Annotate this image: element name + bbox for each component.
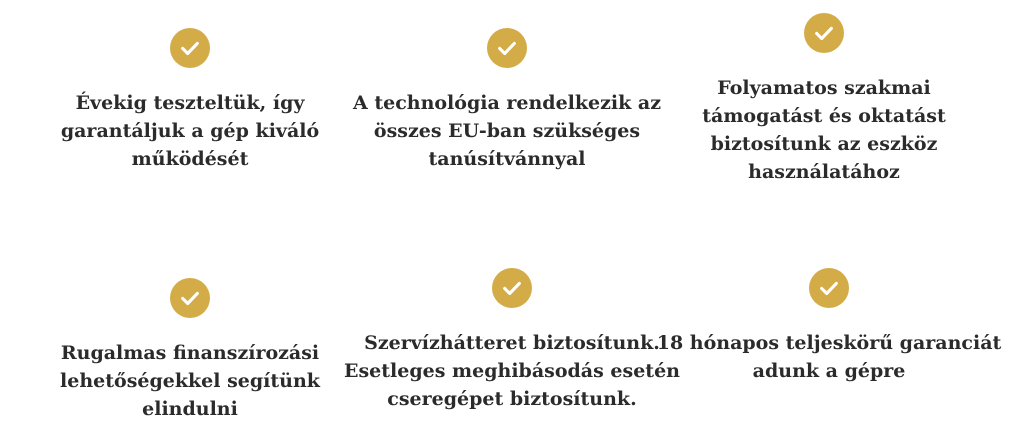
- feature-line: működését: [131, 148, 249, 170]
- feature-text-certificates: [353, 89, 661, 173]
- feature-line: elindulni: [142, 398, 238, 420]
- feature-text-warranty: [657, 329, 1002, 385]
- feature-line: cseregépet biztosítunk.: [387, 388, 637, 410]
- check-circle-icon: [809, 268, 849, 308]
- feature-line: Szervízhátteret biztosítunk.: [364, 332, 660, 354]
- feature-line: lehetőségekkel segítünk: [60, 370, 320, 392]
- feature-line: használatához: [748, 161, 900, 183]
- check-circle-icon: [804, 13, 844, 53]
- checkmark-icon: [179, 37, 201, 59]
- checkmark-icon: [501, 277, 523, 299]
- feature-line: 18 hónapos teljeskörű garanciát: [656, 332, 1002, 354]
- feature-text-support: [702, 74, 946, 186]
- checkmark-icon: [818, 277, 840, 299]
- feature-line: Évekig teszteltük, így: [75, 92, 305, 114]
- feature-line: Rugalmas finanszírozási: [60, 342, 320, 364]
- feature-line: A technológia rendelkezik az: [352, 92, 662, 114]
- feature-text-financing: [60, 339, 320, 423]
- check-circle-icon: [170, 28, 210, 68]
- checkmark-icon: [496, 37, 518, 59]
- feature-line: Esetleges meghibásodás esetén: [344, 360, 680, 382]
- feature-line: garantáljuk a gép kiváló: [60, 120, 320, 142]
- feature-line: támogatást és oktatást: [702, 105, 946, 127]
- feature-line: Folyamatos szakmai: [717, 77, 931, 99]
- feature-line: összes EU-ban szükséges: [373, 120, 641, 142]
- check-circle-icon: [487, 28, 527, 68]
- feature-text-service: [344, 329, 680, 413]
- checkmark-icon: [813, 22, 835, 44]
- check-circle-icon: [170, 278, 210, 318]
- feature-line: biztosítunk az eszköz: [710, 133, 938, 155]
- feature-line: adunk a gépre: [752, 360, 906, 382]
- check-circle-icon: [492, 268, 532, 308]
- feature-line: tanúsítvánnyal: [428, 148, 586, 170]
- checkmark-icon: [179, 287, 201, 309]
- feature-text-tested: [61, 89, 319, 173]
